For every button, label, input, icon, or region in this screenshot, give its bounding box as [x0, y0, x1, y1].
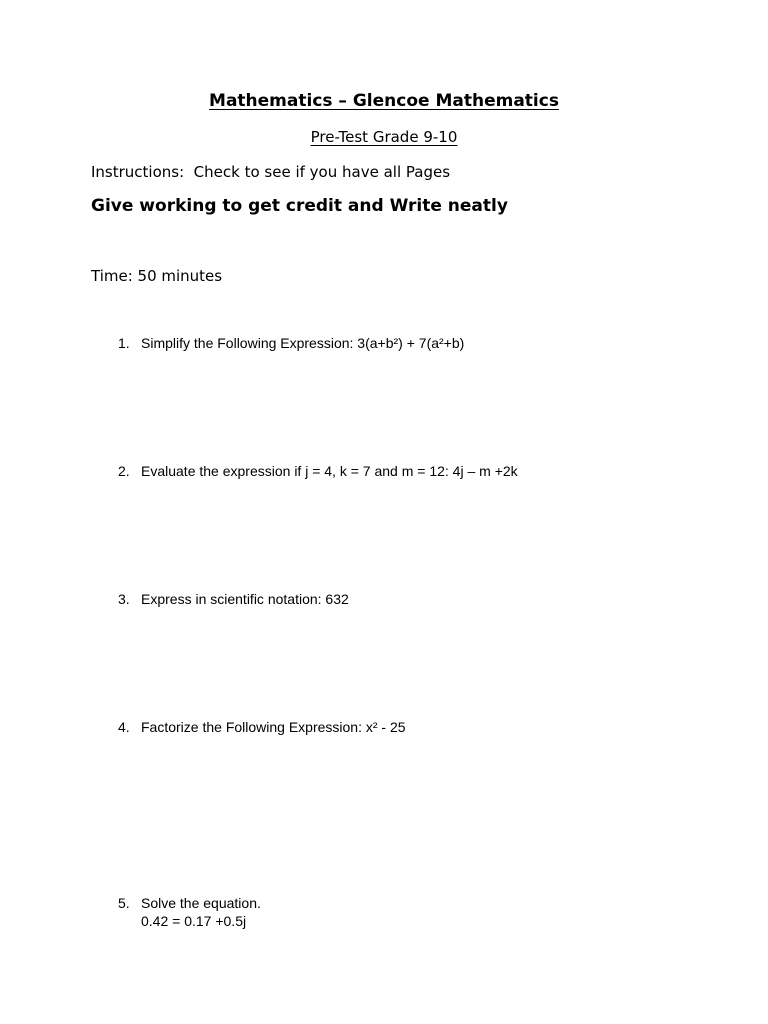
- question-4: [118, 718, 406, 736]
- question-number: 5.: [118, 895, 130, 911]
- question-1: [118, 334, 464, 352]
- question-2: [118, 462, 518, 480]
- question-number: 2.: [118, 463, 130, 479]
- question-equation: 0.42 = 0.17 +0.5j: [141, 913, 247, 929]
- question-number: 1.: [118, 335, 130, 351]
- question-3: [118, 590, 349, 608]
- question-number: 4.: [118, 719, 130, 735]
- question-text: Simplify the Following Expression: 3(a+b²) + 7(a²+b): [141, 335, 465, 351]
- working-instruction: Give working to get credit and Write neatly: [91, 196, 508, 216]
- question-text: Evaluate the expression if j = 4, k = 7 and m = 12: 4j – m +2k: [141, 463, 518, 479]
- document-title: Mathematics – Glencoe Mathematics: [209, 91, 559, 111]
- question-text: Factorize the Following Expression: x² - 25: [141, 719, 406, 735]
- document-subtitle: Pre-Test Grade 9-10: [310, 128, 458, 146]
- question-number: 3.: [118, 591, 130, 607]
- question-5: [118, 894, 261, 930]
- instructions-text: Instructions: Check to see if you have all Pages: [91, 163, 451, 181]
- question-text: Solve the equation.: [141, 895, 261, 911]
- question-text: Express in scientific notation: 632: [141, 591, 349, 607]
- time-limit: Time: 50 minutes: [91, 267, 223, 285]
